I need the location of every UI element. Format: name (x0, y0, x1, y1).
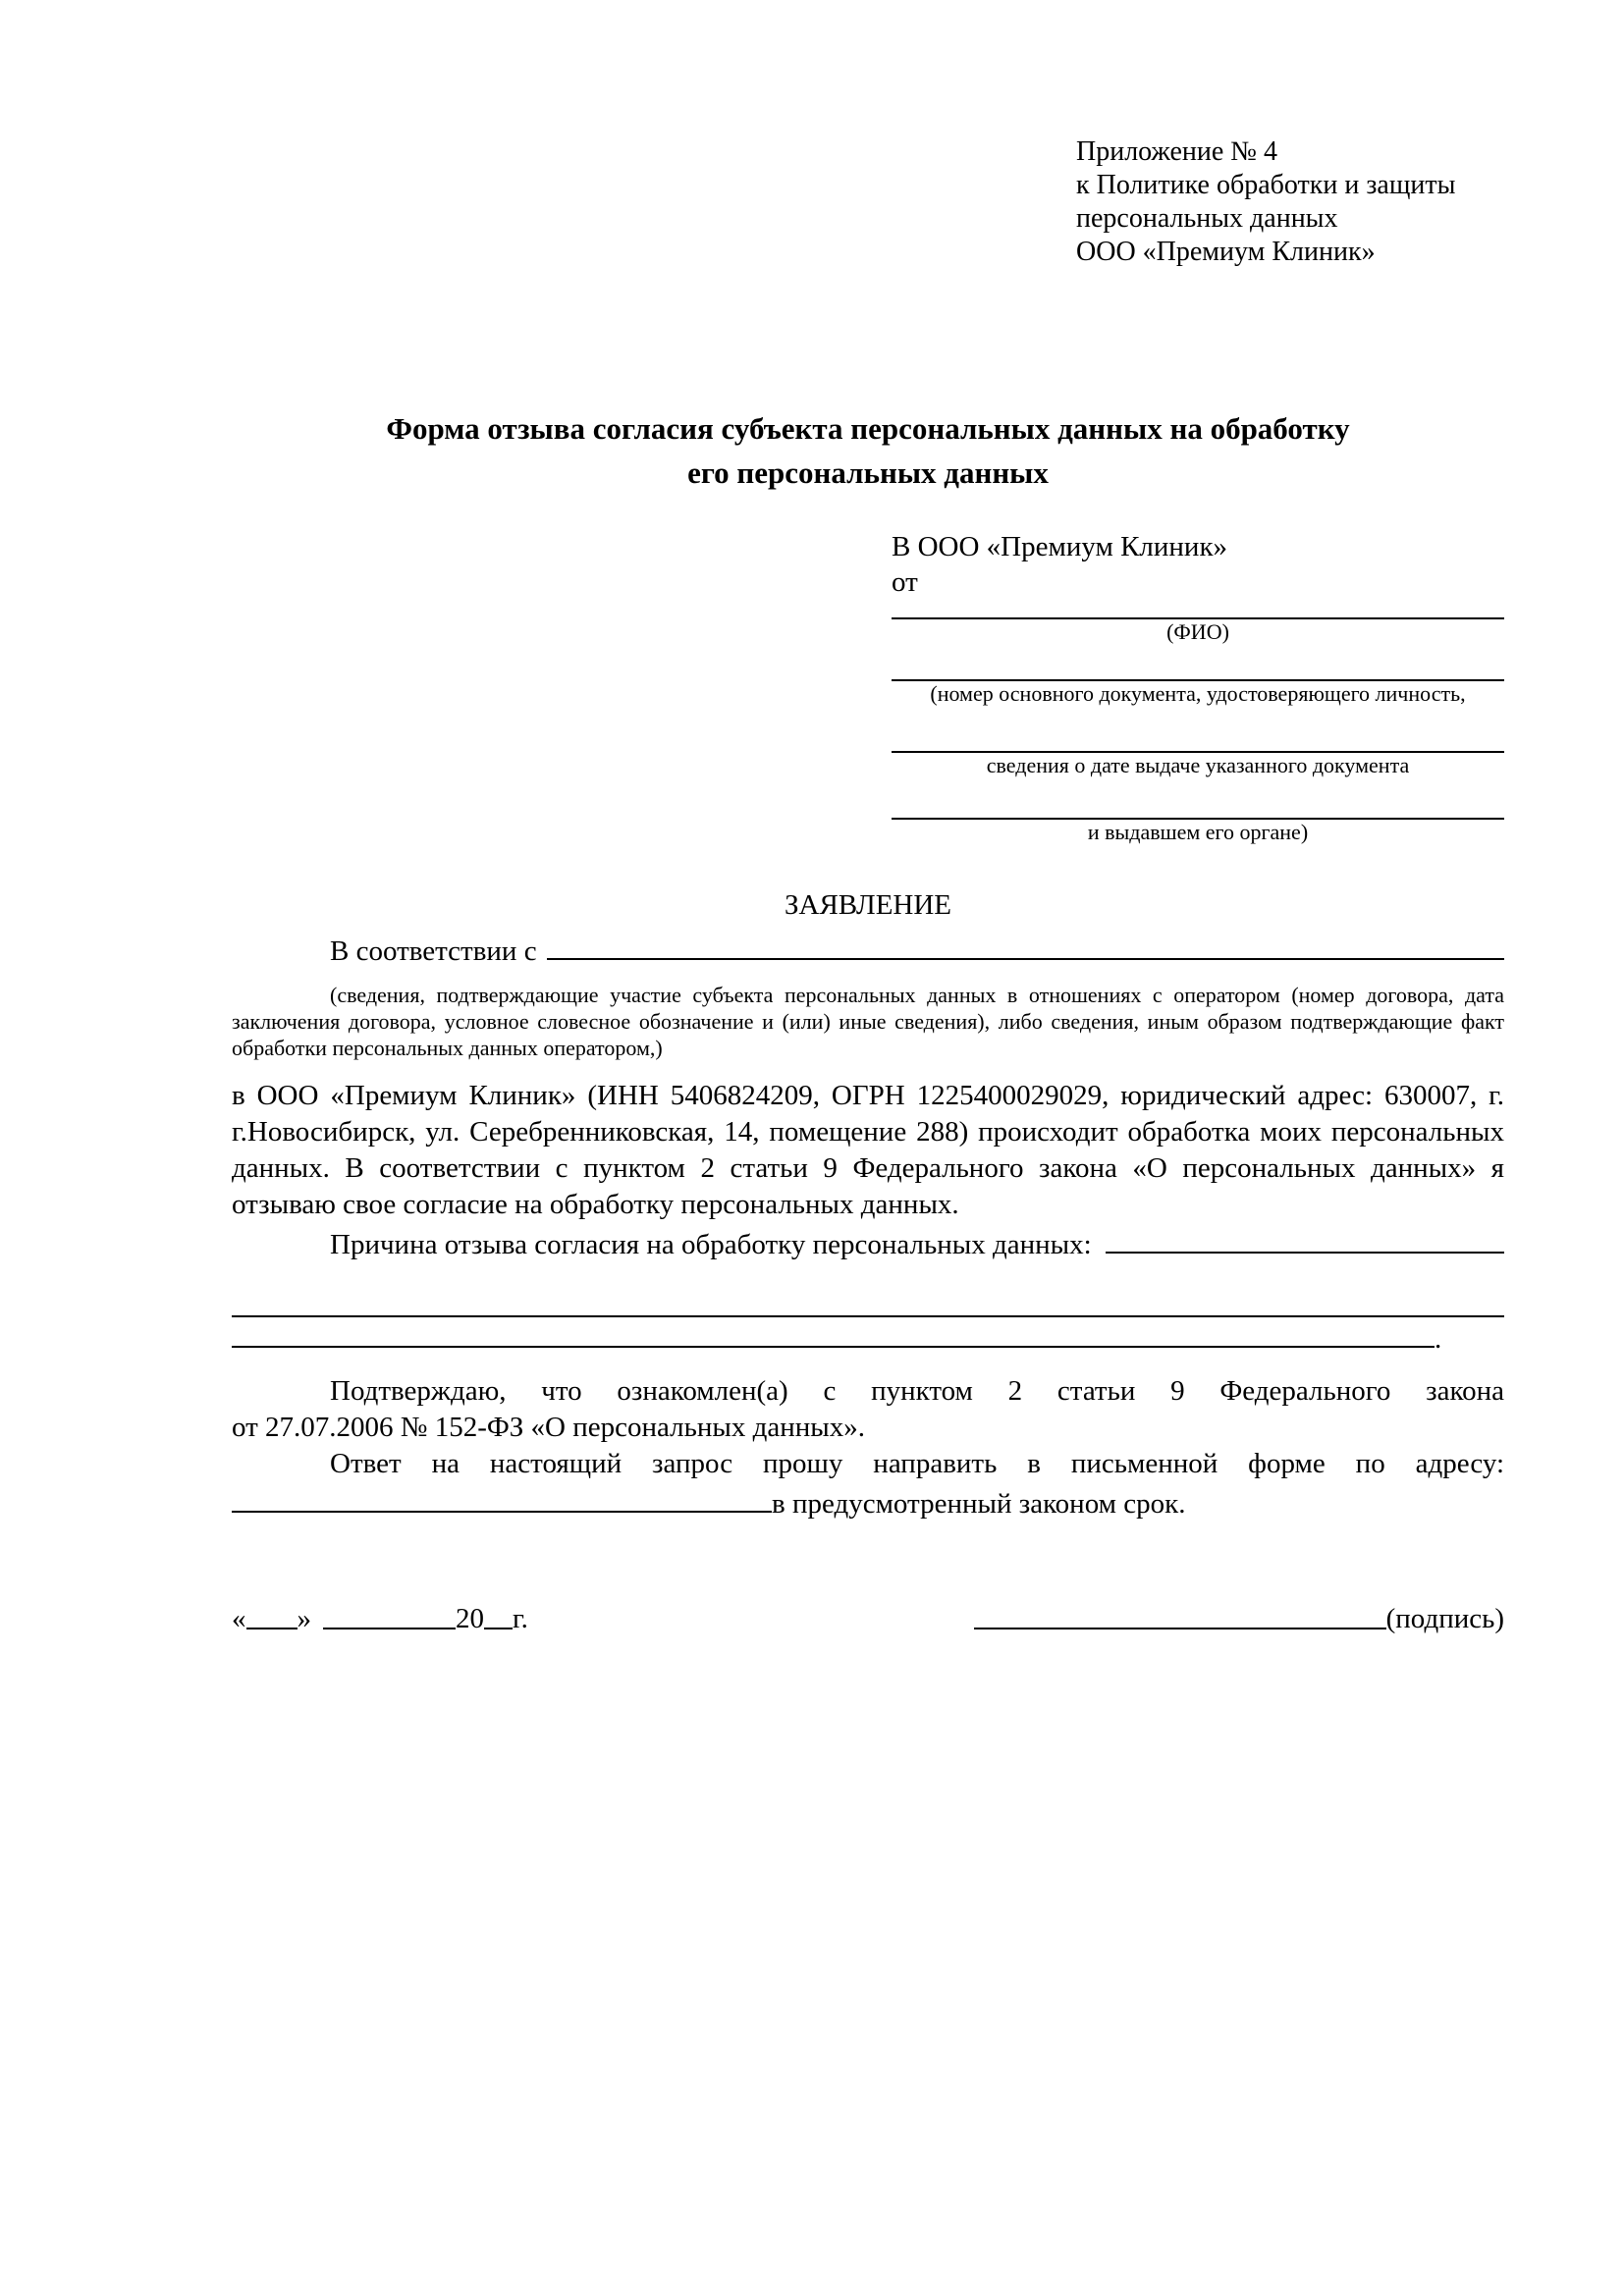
appendix-line: к Политике обработки и защиты (1076, 170, 1456, 200)
explanatory-note: (сведения, подтверждающие участие субъекта персональных данных в отношениях с оператором (номер договора, дата заключения договора, условное словесное обозначение и (или) иные сведения), либо сведения, иным образом подтверждающие факт обработки персональных данных оператором,) (232, 983, 1504, 1060)
issuing-authority-caption: и выдавшем его органе) (1087, 820, 1309, 844)
appendix-line: ООО «Премиум Клиник» (1076, 237, 1376, 267)
reply-line-1: Ответ на настоящий запрос прошу направить в письменной форме по адресу: (330, 1448, 1504, 1479)
reply-line-2 (232, 1482, 1504, 1522)
according-label: В соответствии с (330, 935, 537, 967)
address-blank-line (232, 1482, 772, 1513)
according-row (232, 930, 1504, 970)
day-blank-line (246, 1626, 298, 1629)
fio-caption: (ФИО) (1166, 619, 1229, 644)
appendix-line: персональных данных (1076, 203, 1338, 234)
addressee-from-label: от (892, 566, 918, 598)
footer-row (232, 1601, 1504, 1637)
reason-blank-line (1106, 1223, 1504, 1254)
issuing-authority-blank-line (892, 778, 1504, 820)
continuation-blank-line (232, 1263, 1504, 1317)
quote-close: » (297, 1603, 311, 1634)
according-blank-line (547, 930, 1504, 960)
statement-heading: ЗАЯВЛЕНИЕ (784, 889, 952, 921)
main-paragraph: в ООО «Премиум Клиник» (ИНН 5406824209, ОГРН 1225400029029, юридический адрес: 630007, г. г.Новосибирск, ул. Серебренниковская, 14, помещение 288) происходит обработка моих персональных данных. В соответствии с пунктом 2 статьи 9 Федерального закона «О персональных данных» я отзываю свое согласие на обработку персональных данных. (232, 1080, 1504, 1220)
reason-label: Причина отзыва согласия на обработку персональных данных: (330, 1229, 1092, 1260)
appendix-line: Приложение № 4 (1076, 136, 1277, 167)
reply-line-2-text: в предусмотренный законом срок. (772, 1488, 1186, 1520)
form-title (232, 406, 1504, 495)
signature-field (974, 1601, 1504, 1637)
document-number-blank-line (892, 645, 1504, 681)
continuation-blank-line-row (232, 1317, 1504, 1358)
fio-blank-line (892, 600, 1504, 619)
appendix-note (1076, 135, 1504, 269)
form-title-line: его персональных данных (687, 455, 1049, 490)
confirmation-paragraph (232, 1373, 1504, 1446)
year-suffix: г. (513, 1603, 528, 1634)
reason-row (232, 1223, 1504, 1263)
issue-date-caption: сведения о дате выдаче указанного документа (986, 753, 1410, 777)
document-content (232, 135, 1504, 1637)
year-blank-line (484, 1626, 513, 1629)
form-title-line: Форма отзыва согласия субъекта персональных данных на обработку (386, 411, 1350, 446)
confirmation-line-2: от 27.07.2006 № 152-ФЗ «О персональных данных». (232, 1412, 866, 1443)
issue-date-blank-line (892, 707, 1504, 753)
date-field (232, 1601, 528, 1637)
month-blank-line (323, 1626, 456, 1629)
continuation-blank-line (232, 1317, 1435, 1348)
signature-blank-line (974, 1626, 1386, 1629)
confirmation-line-1: Подтверждаю, что ознакомлен(а) с пунктом 2 статьи 9 Федерального закона (330, 1375, 1504, 1407)
document-number-caption: (номер основного документа, удостоверяющего личность, (930, 681, 1466, 706)
year-prefix: 20 (456, 1603, 484, 1634)
sentence-period: . (1435, 1323, 1442, 1355)
signature-caption: (подпись) (1385, 1603, 1504, 1634)
addressee-block (892, 529, 1504, 845)
addressee-to-line: В ООО «Премиум Клиник» (892, 531, 1228, 562)
quote-open: « (232, 1603, 246, 1634)
